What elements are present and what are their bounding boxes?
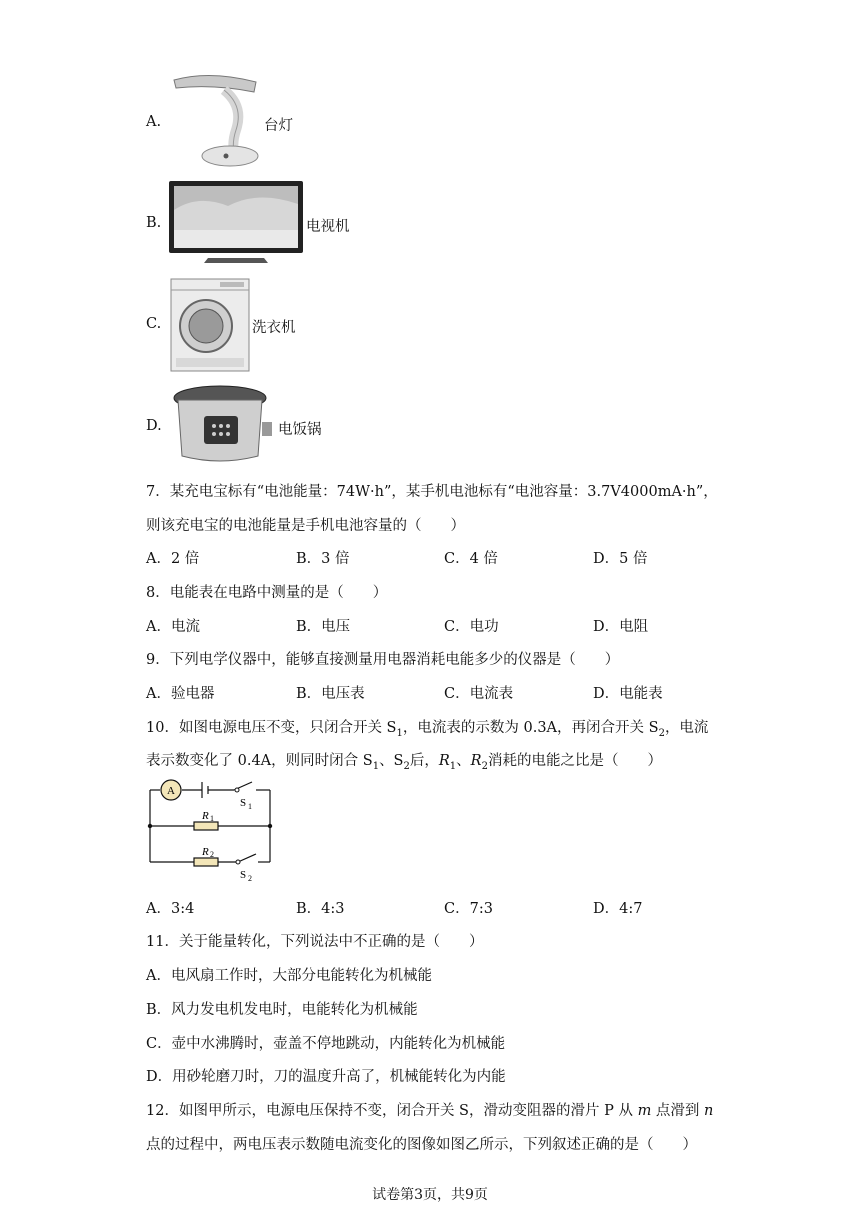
option-b-label: 电视机 (306, 219, 350, 235)
svg-text:1: 1 (248, 802, 252, 811)
q10-line1: 10．如图电源电压不变，只闭合开关 $S_1$，电流表的示数为 0.3A，再闭合开关 $S_2$，电流 (146, 720, 709, 739)
rice-cooker-icon (170, 382, 276, 466)
q8-options (146, 615, 766, 635)
q7-line1: 7．某充电宝标有“电池能量：74W·h”，某手机电池标有“电池容量：3.7V4000mA·h”， (146, 484, 718, 500)
washing-machine-icon (170, 278, 250, 372)
q9-option-d[interactable]: D．电能表 (593, 686, 663, 702)
option-c-label: 洗衣机 (252, 320, 296, 336)
desk-lamp-icon (170, 72, 262, 168)
q10-option-c[interactable]: C．7:3 (444, 901, 493, 917)
q10-circuit-diagram (144, 778, 284, 882)
option-a-letter: A. (146, 114, 162, 130)
q8-option-a[interactable]: A．电流 (146, 619, 200, 635)
page-footer: 试卷第3页，共9页 (372, 1187, 488, 1203)
q11-option-b[interactable]: B．风力发电机发电时，电能转化为机械能 (146, 1002, 418, 1018)
svg-text:1: 1 (210, 814, 214, 823)
q11-option-d[interactable]: D．用砂轮磨刀时，刀的温度升高了，机械能转化为内能 (146, 1069, 506, 1085)
q8-option-d[interactable]: D．电阻 (593, 619, 649, 635)
q9-options (146, 682, 766, 702)
q7-options (146, 547, 766, 567)
q11-line1: 11．关于能量转化，下列说法中不正确的是（ ） (146, 934, 484, 950)
svg-text:A: A (167, 785, 175, 797)
q9-option-a[interactable]: A．验电器 (146, 686, 215, 702)
q8-line1: 8．电能表在电路中测量的是（ ） (146, 585, 388, 601)
q7-option-b[interactable]: B．3 倍 (296, 551, 350, 567)
q8-option-b[interactable]: B．电压 (296, 619, 351, 635)
q11-option-c[interactable]: C．壶中水沸腾时，壶盖不停地跳动，内能转化为机械能 (146, 1036, 506, 1052)
option-d-label: 电饭锅 (278, 422, 322, 438)
q9-option-b[interactable]: B．电压表 (296, 686, 365, 702)
q10-option-b[interactable]: B．4:3 (296, 901, 345, 917)
svg-text:2: 2 (248, 874, 252, 882)
q10-line2: 表示数变化了 0.4A，则同时闭合 $S_1$、$S_2$后，$R_1$、$R_2$消耗的电能之比是（ ） (146, 753, 662, 772)
q7-option-c[interactable]: C．4 倍 (444, 551, 498, 567)
svg-text:S: S (240, 797, 247, 809)
q7-option-d[interactable]: D．5 倍 (593, 551, 648, 567)
q12-line1: 12．如图甲所示，电源电压保持不变，闭合开关 S，滑动变阻器的滑片 P 从 m 点滑到 n (146, 1103, 714, 1119)
q10-options (146, 897, 766, 917)
svg-text:S: S (240, 869, 247, 881)
svg-text:R: R (202, 810, 209, 822)
svg-text:R: R (202, 846, 209, 858)
option-c-letter: C. (146, 316, 162, 332)
q10-option-a[interactable]: A．3:4 (146, 901, 195, 917)
option-b-letter: B. (146, 215, 162, 231)
q7-option-a[interactable]: A．2 倍 (146, 551, 200, 567)
q9-line1: 9．下列电学仪器中，能够直接测量用电器消耗电能多少的仪器是（ ） (146, 652, 620, 668)
option-d-letter: D. (146, 418, 162, 434)
q10-option-d[interactable]: D．4:7 (593, 901, 643, 917)
q9-option-c[interactable]: C．电流表 (444, 686, 514, 702)
option-a-label: 台灯 (264, 118, 293, 134)
q11-option-a[interactable]: A．电风扇工作时，大部分电能转化为机械能 (146, 968, 432, 984)
q8-option-c[interactable]: C．电功 (444, 619, 499, 635)
television-icon (168, 180, 304, 264)
q7-line2: 则该充电宝的电池能量是手机电池容量的（ ） (146, 518, 465, 534)
svg-text:2: 2 (210, 850, 214, 859)
q12-line2: 点的过程中，两电压表示数随电流变化的图像如图乙所示，下列叙述正确的是（ ） (146, 1137, 697, 1153)
